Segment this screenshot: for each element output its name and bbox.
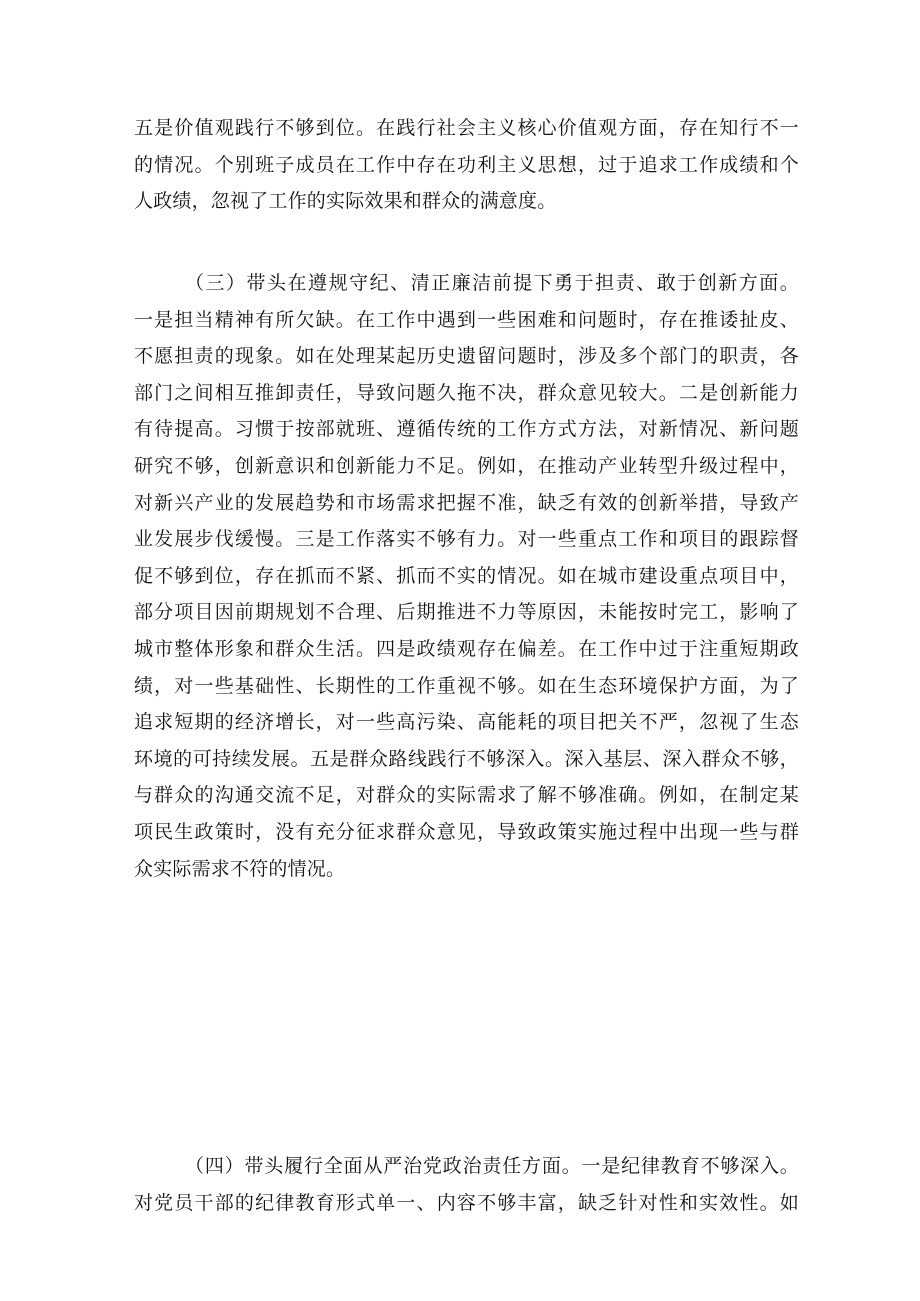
text-line: 对新兴产业的发展趋势和市场需求把握不准，缺乏有效的创新举措，导致产 <box>134 491 799 514</box>
paragraph-section-three <box>134 265 799 887</box>
text-line: 的情况。个别班子成员在工作中存在功利主义思想，过于追求工作成绩和个 <box>134 153 799 176</box>
text-line: 部门之间相互推卸责任，导致问题久拖不决，群众意见较大。二是创新能力 <box>134 381 799 404</box>
section-heading-line: （四）带头履行全面从严治党政治责任方面。一是纪律教育不够深入。 <box>185 1155 799 1177</box>
text-line: 业发展步伐缓慢。三是工作落实不够有力。对一些重点工作和项目的跟踪督 <box>134 528 799 551</box>
text-line: 对党员干部的纪律教育形式单一、内容不够丰富，缺乏针对性和实效性。如 <box>134 1191 799 1214</box>
text-line: 项民生政策时，没有充分征求群众意见，导致政策实施过程中出现一些与群 <box>134 820 799 843</box>
text-line: 与群众的沟通交流不足，对群众的实际需求了解不够准确。例如，在制定某 <box>134 784 799 807</box>
text-line: 促不够到位，存在抓而不紧、抓而不实的情况。如在城市建设重点项目中， <box>134 564 799 587</box>
text-line: 部分项目因前期规划不合理、后期推进不力等原因，未能按时完工，影响了 <box>134 601 799 624</box>
text-line: 有待提高。习惯于按部就班、遵循传统的工作方式方法，对新情况、新问题 <box>134 418 799 441</box>
text-line: 一是担当精神有所欠缺。在工作中遇到一些困难和问题时，存在推诿扯皮、 <box>134 308 799 331</box>
text-line: 城市整体形象和群众生活。四是政绩观存在偏差。在工作中过于注重短期政 <box>134 637 799 660</box>
paragraph-section-four <box>134 1148 799 1221</box>
text-line: 追求短期的经济增长，对一些高污染、高能耗的项目把关不严，忽视了生态 <box>134 711 799 734</box>
text-line: 五是价值观践行不够到位。在践行社会主义核心价值观方面，存在知行不一 <box>134 117 799 139</box>
text-line: 绩，对一些基础性、长期性的工作重视不够。如在生态环境保护方面，为了 <box>134 674 799 697</box>
text-line: 不愿担责的现象。如在处理某起历史遗留问题时，涉及多个部门的职责，各 <box>134 345 799 368</box>
paragraph-values-practice <box>134 110 799 220</box>
text-line: 研究不够，创新意识和创新能力不足。例如，在推动产业转型升级过程中， <box>134 454 799 477</box>
section-heading-line: （三）带头在遵规守纪、清正廉洁前提下勇于担责、敢于创新方面。 <box>185 272 799 294</box>
text-line: 众实际需求不符的情况。 <box>134 857 346 880</box>
text-line: 人政绩，忽视了工作的实际效果和群众的满意度。 <box>134 190 557 213</box>
text-line: 环境的可持续发展。五是群众路线践行不够深入。深入基层、深入群众不够， <box>134 747 799 770</box>
